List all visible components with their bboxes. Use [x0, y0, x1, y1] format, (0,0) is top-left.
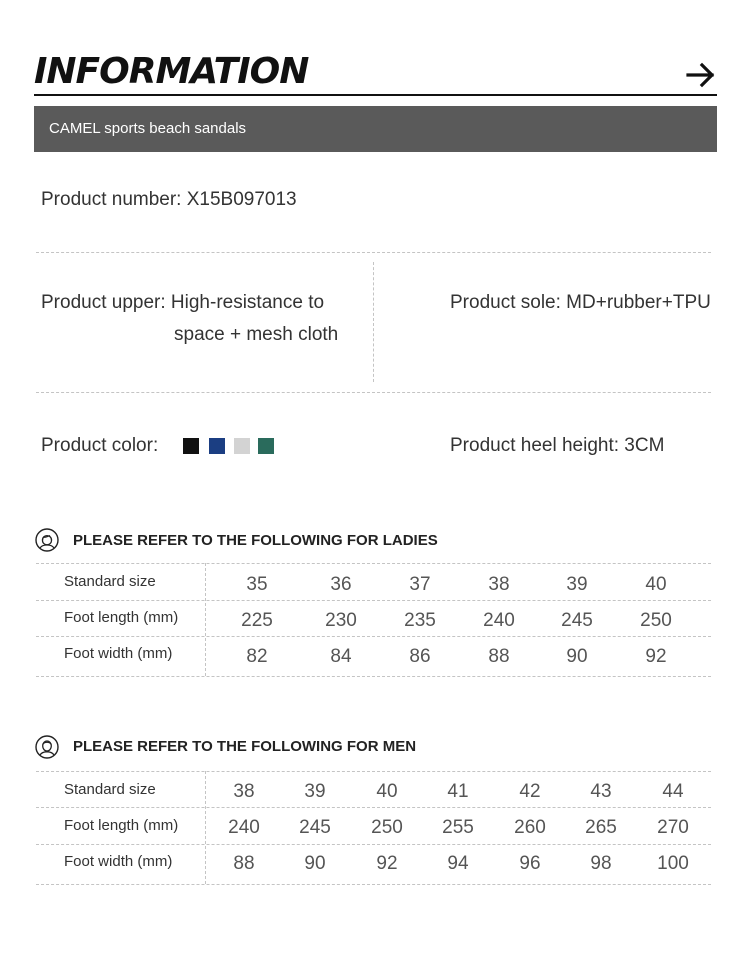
men-cell: 240 — [228, 817, 260, 838]
men-cell: 98 — [590, 853, 612, 874]
title-divider — [34, 94, 717, 96]
ladies-cell: 37 — [409, 574, 431, 595]
ladies-cell: 250 — [640, 610, 672, 631]
men-cell: 42 — [519, 781, 541, 802]
men-row-label: Foot length (mm) — [64, 817, 179, 834]
product-heel-height: Product heel height: 3CM — [450, 435, 665, 456]
men-cell: 94 — [447, 853, 469, 874]
ladies-cell: 38 — [488, 574, 510, 595]
arrow-right-icon[interactable] — [686, 62, 716, 88]
table-rule — [36, 600, 711, 601]
men-cell: 265 — [585, 817, 617, 838]
ladies-cell: 235 — [404, 610, 436, 631]
ladies-cell: 82 — [246, 646, 268, 667]
men-cell: 41 — [447, 781, 469, 802]
column-divider — [373, 262, 374, 382]
ladies-cell: 88 — [488, 646, 510, 667]
ladies-row-label: Foot width (mm) — [64, 645, 173, 662]
table-rule — [36, 563, 711, 564]
men-cell: 90 — [304, 853, 326, 874]
ladies-cell: 40 — [645, 574, 667, 595]
page-title: INFORMATION — [34, 51, 309, 92]
men-cell: 270 — [657, 817, 689, 838]
men-section-heading: PLEASE REFER TO THE FOLLOWING FOR MEN — [73, 738, 417, 755]
ladies-cell: 90 — [566, 646, 588, 667]
ladies-cell: 230 — [325, 610, 357, 631]
ladies-section-heading: PLEASE REFER TO THE FOLLOWING FOR LADIES — [73, 532, 438, 549]
ladies-cell: 36 — [330, 574, 352, 595]
ladies-cell: 86 — [409, 646, 431, 667]
color-swatch-light-gray[interactable] — [234, 438, 250, 454]
table-rule — [36, 676, 711, 677]
banner-text: CAMEL sports beach sandals — [49, 120, 247, 137]
color-swatch-green[interactable] — [258, 438, 274, 454]
ladies-row-label: Standard size — [64, 573, 156, 590]
table-rule — [36, 844, 711, 845]
ladies-cell: 225 — [241, 610, 273, 631]
men-cell: 255 — [442, 817, 474, 838]
table-column-rule — [205, 771, 206, 884]
men-cell: 40 — [376, 781, 398, 802]
woman-avatar-icon — [35, 528, 59, 552]
color-swatch-navy[interactable] — [209, 438, 225, 454]
men-cell: 245 — [299, 817, 331, 838]
ladies-cell: 84 — [330, 646, 352, 667]
men-cell: 38 — [233, 781, 255, 802]
product-upper: Product upper: High-resistance to — [41, 292, 325, 313]
men-row-label: Foot width (mm) — [64, 853, 173, 870]
ladies-cell: 39 — [566, 574, 588, 595]
table-rule — [36, 636, 711, 637]
men-cell: 100 — [657, 853, 689, 874]
ladies-cell: 92 — [645, 646, 667, 667]
table-rule — [36, 807, 711, 808]
man-avatar-icon — [35, 735, 59, 759]
table-rule — [36, 771, 711, 772]
men-cell: 96 — [519, 853, 541, 874]
men-cell: 88 — [233, 853, 255, 874]
product-sole: Product sole: MD+rubber+TPU — [450, 292, 711, 313]
ladies-cell: 35 — [246, 574, 268, 595]
product-color-label: Product color: — [41, 435, 159, 456]
men-cell: 92 — [376, 853, 398, 874]
men-cell: 260 — [514, 817, 546, 838]
men-cell: 250 — [371, 817, 403, 838]
divider — [36, 252, 711, 253]
men-cell: 44 — [662, 781, 684, 802]
table-column-rule — [205, 563, 206, 676]
color-swatch-black[interactable] — [183, 438, 199, 454]
divider — [36, 392, 711, 393]
product-upper-continued: space + mesh cloth — [174, 324, 339, 345]
table-rule — [36, 884, 711, 885]
ladies-cell: 240 — [483, 610, 515, 631]
product-number: Product number: X15B097013 — [41, 189, 297, 210]
ladies-row-label: Foot length (mm) — [64, 609, 179, 626]
men-cell: 43 — [590, 781, 612, 802]
men-row-label: Standard size — [64, 781, 156, 798]
ladies-cell: 245 — [561, 610, 593, 631]
men-cell: 39 — [304, 781, 326, 802]
